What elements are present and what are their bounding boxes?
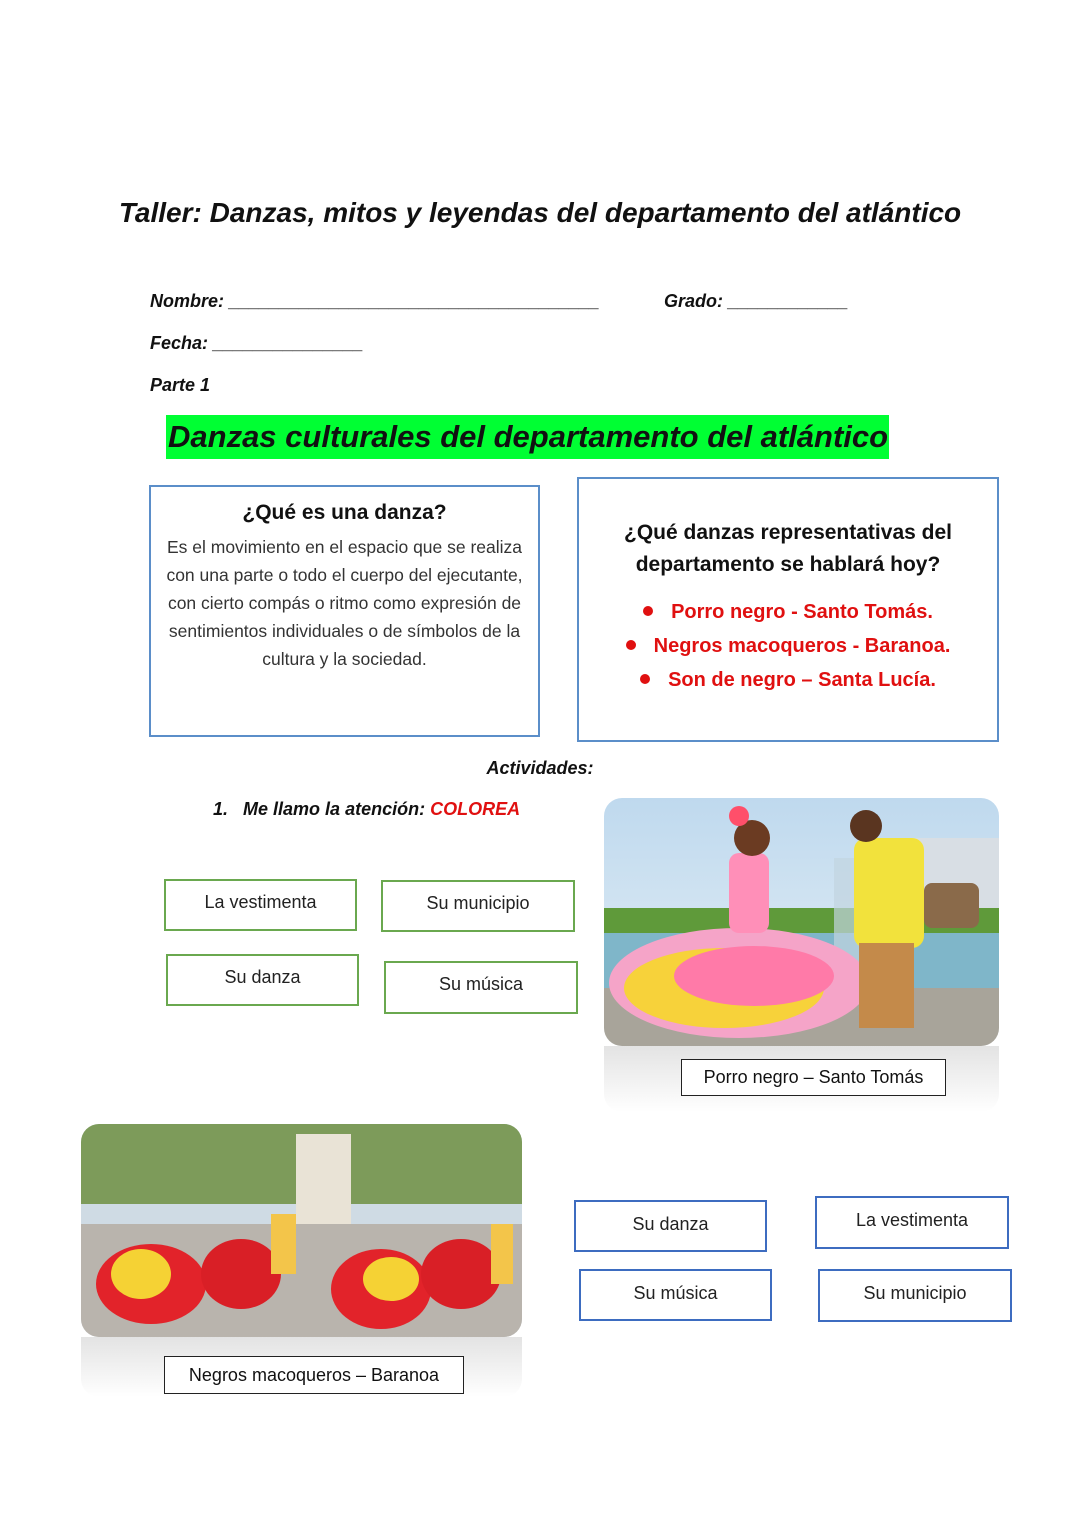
dances-list	[579, 595, 997, 697]
dances-box	[577, 477, 999, 742]
group-dancers-image	[81, 1124, 522, 1337]
worksheet-title: Taller: Danzas, mitos y leyendas del departamento del atlántico	[118, 197, 962, 228]
option-vestimenta-1[interactable]: La vestimenta	[164, 879, 357, 931]
bullet-icon	[643, 606, 653, 616]
dances-heading: ¿Qué danzas representativas del departamento se hablará hoy?	[624, 521, 952, 576]
bullet-icon	[626, 640, 636, 650]
dancers-image	[604, 798, 999, 1046]
option-vestimenta-2[interactable]: La vestimenta	[815, 1196, 1009, 1249]
negros-macoqueros-photo	[81, 1124, 522, 1337]
section-banner: Danzas culturales del departamento del atlántico	[166, 415, 889, 459]
colorea-highlight: COLOREA	[430, 799, 521, 819]
option-musica-2[interactable]: Su música	[579, 1269, 772, 1321]
fecha-field: Fecha: _______________	[150, 333, 364, 353]
parte-label: Parte 1	[150, 375, 211, 395]
option-musica-1[interactable]: Su música	[384, 961, 578, 1014]
what-is-dance-box	[149, 485, 540, 737]
dance-item: Negros macoqueros - Baranoa.	[579, 629, 997, 663]
dance-item: Porro negro - Santo Tomás.	[579, 595, 997, 629]
activities-heading: Actividades:	[486, 758, 594, 778]
grado-field: Grado: ____________	[664, 291, 849, 311]
nombre-field: Nombre: _____________________________________	[150, 291, 600, 311]
dance-item: Son de negro – Santa Lucía.	[579, 663, 997, 697]
option-municipio-2[interactable]: Su municipio	[818, 1269, 1012, 1322]
option-danza-1[interactable]: Su danza	[166, 954, 359, 1006]
activity-1: 1. Me llamo la atención: COLOREA	[213, 799, 521, 819]
option-danza-2[interactable]: Su danza	[574, 1200, 767, 1252]
what-is-dance-text: Es el movimiento en el espacio que se realiza con una parte o todo el cuerpo del ejecutante, con cierto compás o ritmo como expresión de sentimientos individuales o de símbolos de la cultura y la sociedad.	[166, 537, 523, 669]
bullet-icon	[640, 674, 650, 684]
option-municipio-1[interactable]: Su municipio	[381, 880, 575, 932]
porro-negro-photo	[604, 798, 999, 1046]
negros-macoqueros-caption: Negros macoqueros – Baranoa	[164, 1356, 464, 1394]
porro-negro-caption: Porro negro – Santo Tomás	[681, 1059, 946, 1096]
what-is-dance-heading: ¿Qué es una danza?	[242, 501, 447, 524]
